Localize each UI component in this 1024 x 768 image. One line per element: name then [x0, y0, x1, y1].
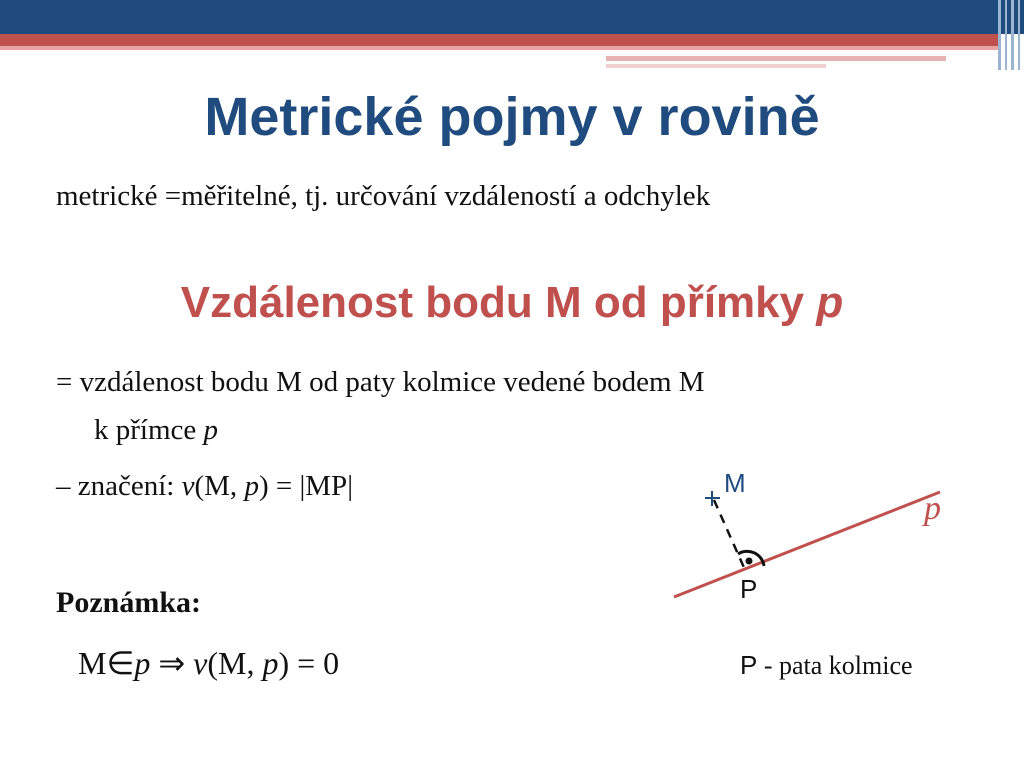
- notation-line: [56, 470, 353, 503]
- impl-func: v: [193, 645, 208, 681]
- definition-eq: =: [56, 366, 73, 398]
- notation-dash: –: [56, 470, 71, 502]
- impl-var: p: [262, 645, 279, 681]
- note-label: Poznámka:: [56, 586, 201, 619]
- notation-value: |MP|: [299, 470, 353, 502]
- definition-line-1: [56, 366, 705, 399]
- header-pink-strip: [606, 56, 946, 61]
- definition-var: p: [203, 414, 219, 446]
- perpendicular-dashed: [714, 500, 746, 572]
- foot-P: P: [740, 650, 758, 680]
- header-pink-strip-short: [606, 64, 826, 68]
- impl-arrow: ⇒: [158, 645, 186, 681]
- foot-label: [740, 650, 913, 681]
- header-red-band-light: [0, 46, 1000, 50]
- notation-open: (M,: [194, 470, 238, 502]
- section-heading-text: Vzdálenost bodu M od přímky: [180, 278, 805, 327]
- notation-label: značení:: [77, 470, 175, 502]
- foot-text: - pata kolmice: [757, 651, 913, 680]
- label-P: P: [740, 574, 758, 604]
- impl-in: ∈: [106, 645, 135, 681]
- notation-var: p: [244, 470, 259, 502]
- metric-definition: [56, 180, 710, 213]
- label-M: M: [724, 468, 746, 498]
- header-bar: [0, 0, 1024, 34]
- metric-meaning: měřitelné, tj. určování vzdáleností a odchylek: [181, 180, 711, 212]
- perpendicular-diagram: [660, 460, 990, 620]
- impl-p: p: [134, 645, 151, 681]
- header-vertical-stripes: [994, 0, 1024, 70]
- definition-line-2: [94, 414, 218, 447]
- impl-zero: 0: [323, 645, 340, 681]
- metric-word: metrické: [56, 180, 158, 212]
- slide-title: Metrické pojmy v rovině: [204, 87, 820, 147]
- equals-sign: =: [164, 180, 182, 212]
- notation-close: ): [258, 470, 269, 502]
- impl-open: (M,: [207, 645, 255, 681]
- impl-close: ): [278, 645, 290, 681]
- notation-eq: =: [275, 470, 293, 502]
- section-heading: [0, 278, 1024, 328]
- line-p: [674, 492, 940, 597]
- definition-text: vzdálenost bodu M od paty kolmice vedené bodem M: [79, 366, 705, 398]
- notation-func: v: [181, 470, 195, 502]
- header-red-band: [0, 34, 1000, 46]
- definition-text-2: k přímce: [94, 414, 197, 446]
- label-p: p: [924, 490, 941, 527]
- section-heading-var: p: [816, 278, 844, 327]
- right-angle-dot: [746, 558, 753, 565]
- implication-line: [78, 644, 339, 682]
- impl-eq: =: [297, 645, 316, 681]
- impl-M: M: [78, 645, 107, 681]
